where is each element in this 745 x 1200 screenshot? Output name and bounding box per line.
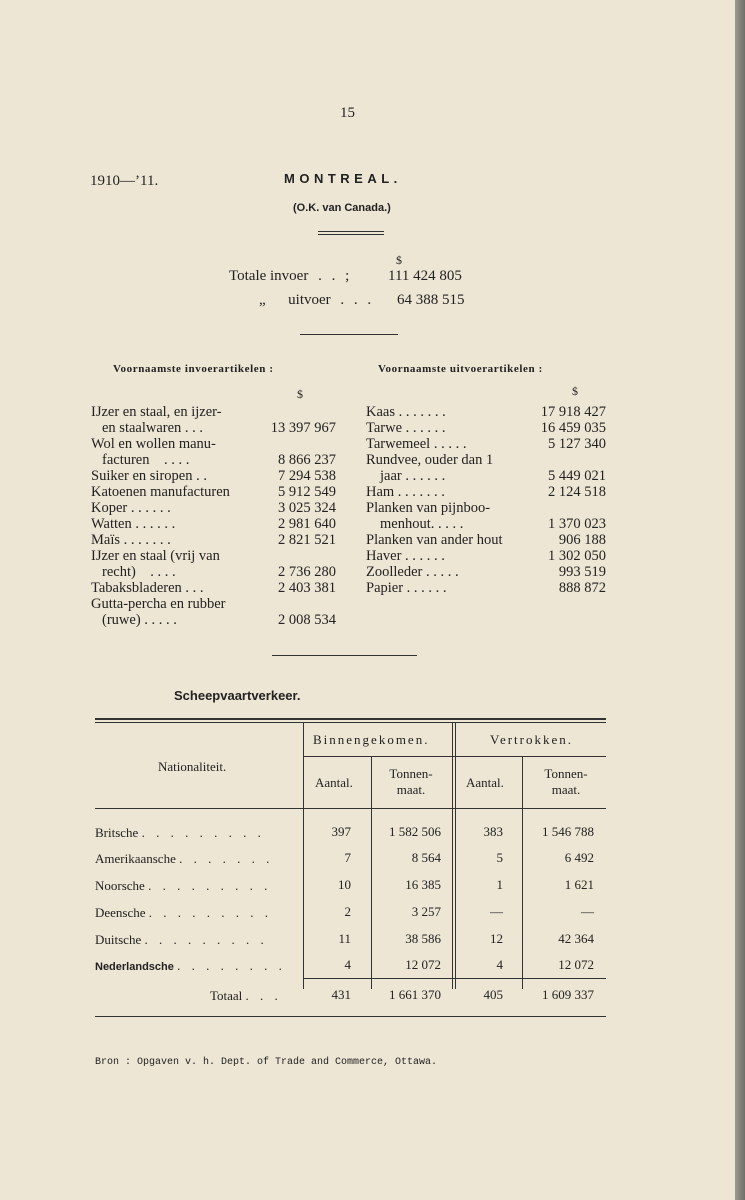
total-import-label: Totale invoer <box>229 268 309 284</box>
total-import-row <box>229 268 352 285</box>
list-item: Tarwemeel . . . . . 5 127 340 <box>366 436 606 452</box>
col-in-tonnage: Tonnen- maat. <box>389 766 433 797</box>
divider-rule-2 <box>272 655 417 656</box>
list-item: Katoenen manufacturen 5 912 549 <box>91 484 336 500</box>
divider-rule <box>300 334 398 335</box>
col-out-tonnage: Tonnen- maat. <box>544 766 588 797</box>
col-out-count: Aantal. <box>466 775 504 790</box>
list-item: Papier . . . . . . 888 872 <box>366 580 606 596</box>
list-item: Ham . . . . . . . 2 124 518 <box>366 484 606 500</box>
list-item: IJzer en staal, en ijzer- en staalwaren . . . 13 397 967 <box>91 404 336 436</box>
exports-currency: $ <box>572 384 578 398</box>
document-page: 15 1910—’11. MONTREAL. (O.K. van Canada.) $ Totale invoer . . ; 111 424 805 „ uitvoer . . . 64 388 515 Voornaamste invoerartikelen : Voornaamste uitvoerartikelen : $ $ IJzer en staal, en ijzer- en staalwaren . . . 13 397 967 Wol en wollen manu- facturen . . . . 8 866 237 Suiker en siropen . . 7 294 538 Katoenen manufacturen 5 912 549 Koper . . . . . . 3 025 324 Watten . . . . . . 2 981 640 Maïs . . . . . . . 2 821 521 IJzer en staal (vrij van recht) . . . . 2 736 280 Tabaksbladeren . . . 2 403 381 Gutta-percha en rubber (ruwe) . . . . . 2 008 534 Kaas . . . . . . . 17 918 427 Tarwe . . . . . . 16 459 035 Tarwemeel . . . . . 5 127 340 Rundvee, ouder dan 1 jaar . . . . . . 5 449 021 Ham . . . . . . . 2 124 518 Planken van pijnboo- menhout. . . . . 1 370 023 Planken van ander hout 906 188 Haver . . . . . . 1 302 050 Zoolleder . . . . . 993 519 Papier . . . . . . 888 872 Scheepvaartverkeer. Nationaliteit. Binnengekomen. Vertrokken. Aantal. Tonnen- maat. Aantal. Tonnen- maat. Britsche . . . . . . . . . 397 1 582 506 383 1 546 788 Amerikaansche . . . . . . . 7 8 564 5 6 492 Noorsche . . . . . . . . . 10 16 385 1 1 621 Deensche . . . . . . . . . 2 3 257 — — Duitsche . . . . . . . . . 11 38 586 12 42 364 Nederlandsche . . . . . . . . 4 12 072 4 12 072 Totaal . . . 431 1 661 370 405 1 609 337 Bron : Opgaven v. h. Dept. of Trade and Commerce, Ottawa. <box>0 0 735 1200</box>
total-export-value: 64 388 515 <box>397 292 465 308</box>
list-item: IJzer en staal (vrij van recht) . . . . 2 736 280 <box>91 548 336 580</box>
list-item: Watten . . . . . . 2 981 640 <box>91 516 336 532</box>
total-export-dots: . . . <box>340 292 375 308</box>
col-group-in: Binnengekomen. <box>313 732 430 747</box>
list-item: Kaas . . . . . . . 17 918 427 <box>366 404 606 420</box>
col-group-out: Vertrokken. <box>490 732 574 747</box>
list-item: Zoolleder . . . . . 993 519 <box>366 564 606 580</box>
page-number: 15 <box>340 105 355 121</box>
total-export-label: „ uitvoer <box>259 292 331 308</box>
source-note: Bron : Opgaven v. h. Dept. of Trade and Commerce, Ottawa. <box>95 1057 438 1068</box>
col-nationality: Nationaliteit. <box>158 759 227 774</box>
list-item: Maïs . . . . . . . 2 821 521 <box>91 532 336 548</box>
imports-currency: $ <box>297 387 303 401</box>
page-title: MONTREAL. <box>284 171 402 186</box>
total-import-dots: . . ; <box>318 268 353 284</box>
double-rule-top <box>318 231 384 232</box>
list-item: Suiker en siropen . . 7 294 538 <box>91 468 336 484</box>
exports-heading: Voornaamste uitvoerartikelen : <box>378 363 543 375</box>
list-item: Tabaksbladeren . . . 2 403 381 <box>91 580 336 596</box>
total-export-row <box>259 292 374 309</box>
total-import-value: 111 424 805 <box>388 268 462 284</box>
totals-currency: $ <box>396 253 402 267</box>
double-rule-bottom <box>318 234 384 235</box>
list-item: Planken van pijnboo- menhout. . . . . 1 370 023 <box>366 500 606 532</box>
list-item: Haver . . . . . . 1 302 050 <box>366 548 606 564</box>
period-label: 1910—’11. <box>90 173 159 189</box>
list-item: Gutta-percha en rubber (ruwe) . . . . . 2 008 534 <box>91 596 336 628</box>
list-item: Rundvee, ouder dan 1 jaar . . . . . . 5 449 021 <box>366 452 606 484</box>
imports-heading: Voornaamste invoerartikelen : <box>113 363 274 375</box>
list-item: Wol en wollen manu- facturen . . . . 8 866 237 <box>91 436 336 468</box>
list-item: Koper . . . . . . 3 025 324 <box>91 500 336 516</box>
page-subtitle: (O.K. van Canada.) <box>293 202 391 214</box>
list-item: Tarwe . . . . . . 16 459 035 <box>366 420 606 436</box>
list-item: Planken van ander hout 906 188 <box>366 532 606 548</box>
shipping-heading: Scheepvaartverkeer. <box>174 688 301 703</box>
col-in-count: Aantal. <box>315 775 353 790</box>
page-edge <box>735 0 745 1200</box>
